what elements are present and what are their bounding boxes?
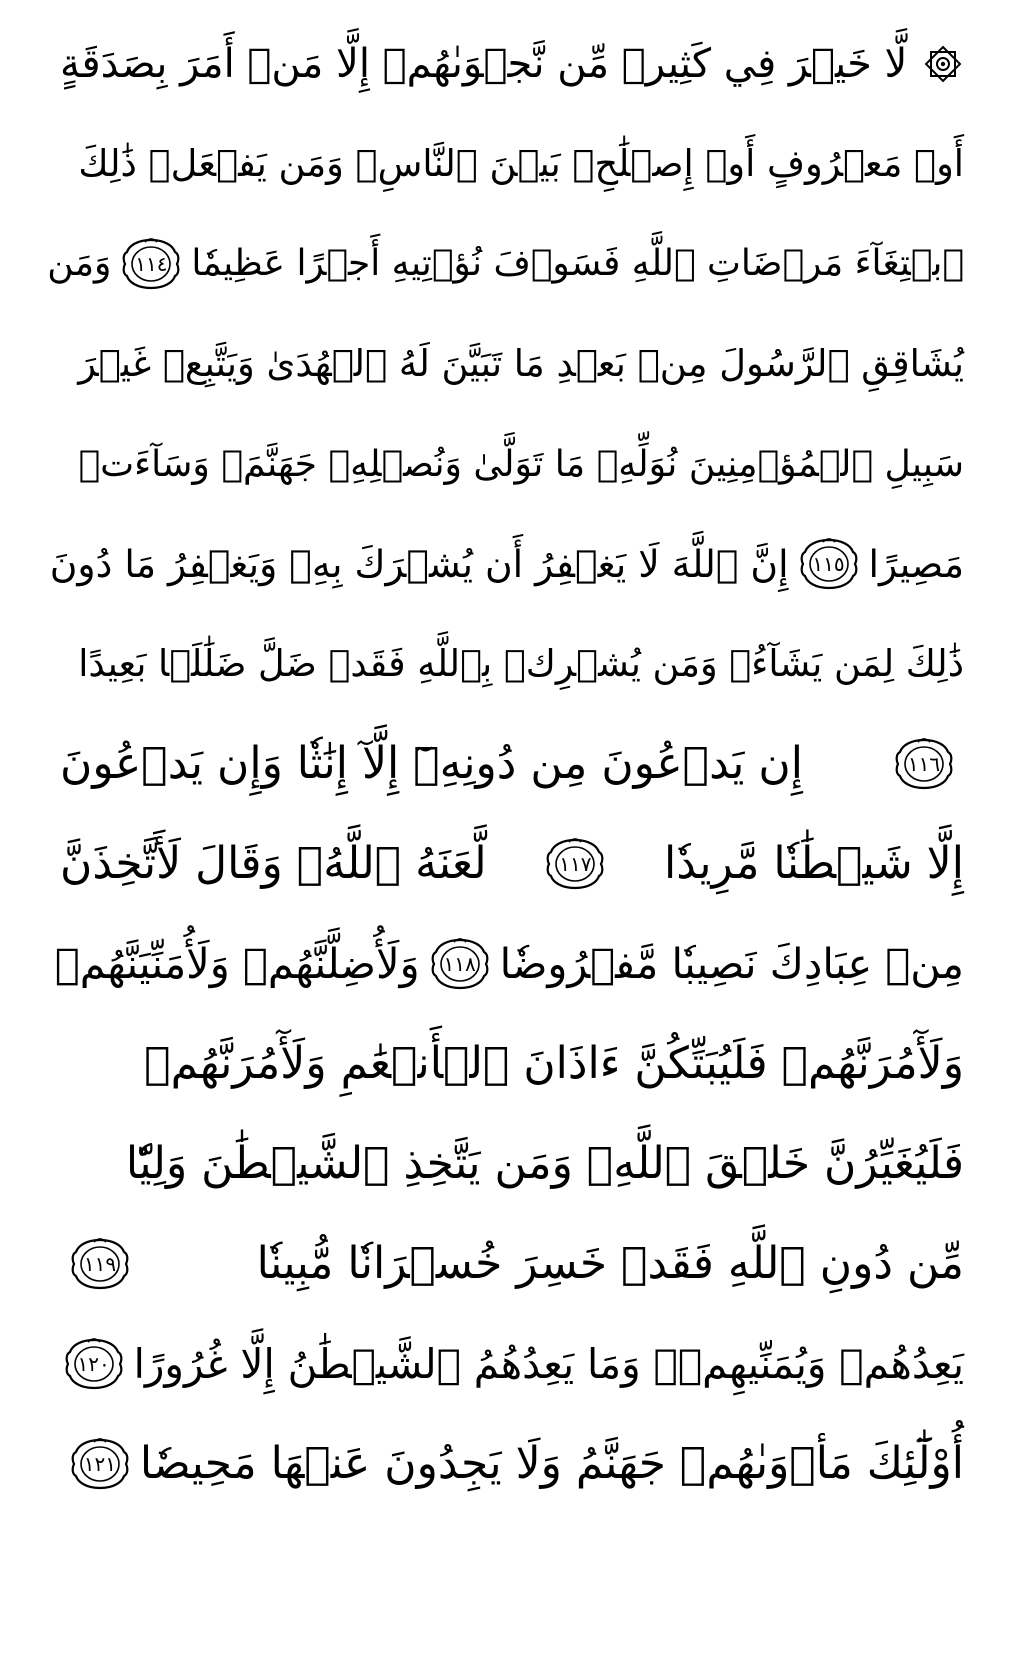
text-line bbox=[54, 914, 964, 1014]
verse-number: ١١٥ bbox=[812, 552, 845, 576]
text-line bbox=[60, 814, 964, 914]
quran-text-block bbox=[47, 14, 964, 1514]
verse-number-marker bbox=[430, 936, 490, 992]
text-line bbox=[60, 1014, 964, 1114]
text-line bbox=[60, 14, 964, 114]
verse-text: ذَٰلِكَ لِمَن يَشَآءُۚ وَمَن يُشۡرِكۡ بِٱللَّهِ فَقَدۡ ضَلَّ ضَلَٰلَۢا بَعِيدًا bbox=[78, 642, 964, 685]
verse-text: إِلَّا شَيۡطَٰنٗا مَّرِيدٗا bbox=[663, 838, 964, 889]
verse-text: لَّعَنَهُ ٱللَّهُۘ وَقَالَ لَأَتَّخِذَنَّ bbox=[60, 838, 487, 889]
verse-number-marker bbox=[894, 736, 954, 792]
verse-text: أُوْلَٰٓئِكَ مَأۡوَىٰهُمۡ جَهَنَّمُ وَلَا يَجِدُونَ عَنۡهَا مَحِيصٗا bbox=[139, 1438, 964, 1489]
verse-text: يُشَاقِقِ ٱلرَّسُولَ مِنۢ بَعۡدِ مَا تَبَيَّنَ لَهُ ٱلۡهُدَىٰ وَيَتَّبِعۡ غَيۡرَ bbox=[78, 342, 964, 385]
text-line bbox=[60, 1414, 964, 1514]
text-line bbox=[60, 414, 964, 514]
text-line bbox=[60, 614, 964, 714]
verse-text: إِنَّ ٱللَّهَ لَا يَغۡفِرُ أَن يُشۡرَكَ بِهِۦ وَيَغۡفِرُ مَا دُونَ bbox=[49, 542, 789, 586]
verse-text: يَعِدُهُمۡ وَيُمَنِّيهِمۡۖ وَمَا يَعِدُهُمُ ٱلشَّيۡطَٰنُ إِلَّا غُرُورًا bbox=[133, 1340, 964, 1388]
verse-text: سَبِيلِ ٱلۡمُؤۡمِنِينَ نُوَلِّهِۦ مَا تَوَلَّىٰ وَنُصۡلِهِۦ جَهَنَّمَۖ وَسَآءَتۡ bbox=[78, 442, 964, 485]
verse-number: ١١٧ bbox=[559, 852, 592, 876]
verse-number-marker bbox=[121, 236, 181, 292]
verse-text: فَلَيُغَيِّرُنَّ خَلۡقَ ٱللَّهِۚ وَمَن يَتَّخِذِ ٱلشَّيۡطَٰنَ وَلِيّٗا bbox=[125, 1138, 964, 1189]
verse-number: ١١٩ bbox=[83, 1252, 117, 1276]
text-line bbox=[60, 1314, 964, 1414]
verse-text: وَلَأُضِلَّنَّهُمۡ وَلَأُمَنِّيَنَّهُمۡ bbox=[54, 940, 420, 988]
text-line bbox=[47, 214, 964, 314]
text-line bbox=[60, 714, 964, 814]
verse-number-marker bbox=[70, 1436, 130, 1492]
verse-text: لَّا خَيۡرَ فِي كَثِيرٖ مِّن نَّجۡوَىٰهُمۡ إِلَّا مَنۡ أَمَرَ بِصَدَقَةٍ bbox=[60, 41, 908, 87]
verse-number-marker bbox=[799, 536, 859, 592]
text-line bbox=[49, 514, 964, 614]
text-line bbox=[60, 1114, 964, 1214]
verse-number: ١١٤ bbox=[135, 252, 168, 276]
verse-number-marker bbox=[64, 1336, 124, 1392]
verse-text: وَمَن bbox=[47, 243, 112, 284]
verse-number: ١٢١ bbox=[83, 1452, 116, 1476]
verse-text: أَوۡ مَعۡرُوفٍ أَوۡ إِصۡلَٰحِۭ بَيۡنَ ٱلنَّاسِۚ وَمَن يَفۡعَلۡ ذَٰلِكَ bbox=[78, 142, 964, 185]
verse-text: مِنۡ عِبَادِكَ نَصِيبٗا مَّفۡرُوضٗا bbox=[499, 940, 964, 988]
verse-text: مَصِيرًا bbox=[868, 542, 964, 586]
verse-number: ١١٦ bbox=[907, 752, 941, 776]
verse-text: ٱبۡتِغَآءَ مَرۡضَاتِ ٱللَّهِ فَسَوۡفَ نُؤۡتِيهِ أَجۡرًا عَظِيمٗا bbox=[191, 243, 964, 284]
text-line bbox=[60, 114, 964, 214]
verse-number: ١٢٠ bbox=[77, 1352, 110, 1376]
verse-number: ١١٨ bbox=[443, 952, 476, 976]
rub-el-hizb-icon bbox=[922, 43, 964, 85]
verse-text: مِّن دُونِ ٱللَّهِ فَقَدۡ خَسِرَ خُسۡرَانٗا مُّبِينٗا bbox=[256, 1238, 964, 1289]
text-line bbox=[60, 314, 964, 414]
verse-text: وَلَأٓمُرَنَّهُمۡ فَلَيُبَتِّكُنَّ ءَاذَانَ ٱلۡأَنۡعَٰمِ وَلَأٓمُرَنَّهُمۡ bbox=[144, 1038, 964, 1089]
text-line bbox=[60, 1214, 964, 1314]
verse-number-marker bbox=[70, 1236, 130, 1292]
verse-text: إِن يَدۡعُونَ مِن دُونِهِۦٓ إِلَّآ إِنَٰثٗا وَإِن يَدۡعُونَ bbox=[60, 738, 803, 789]
verse-number-marker bbox=[545, 836, 605, 892]
